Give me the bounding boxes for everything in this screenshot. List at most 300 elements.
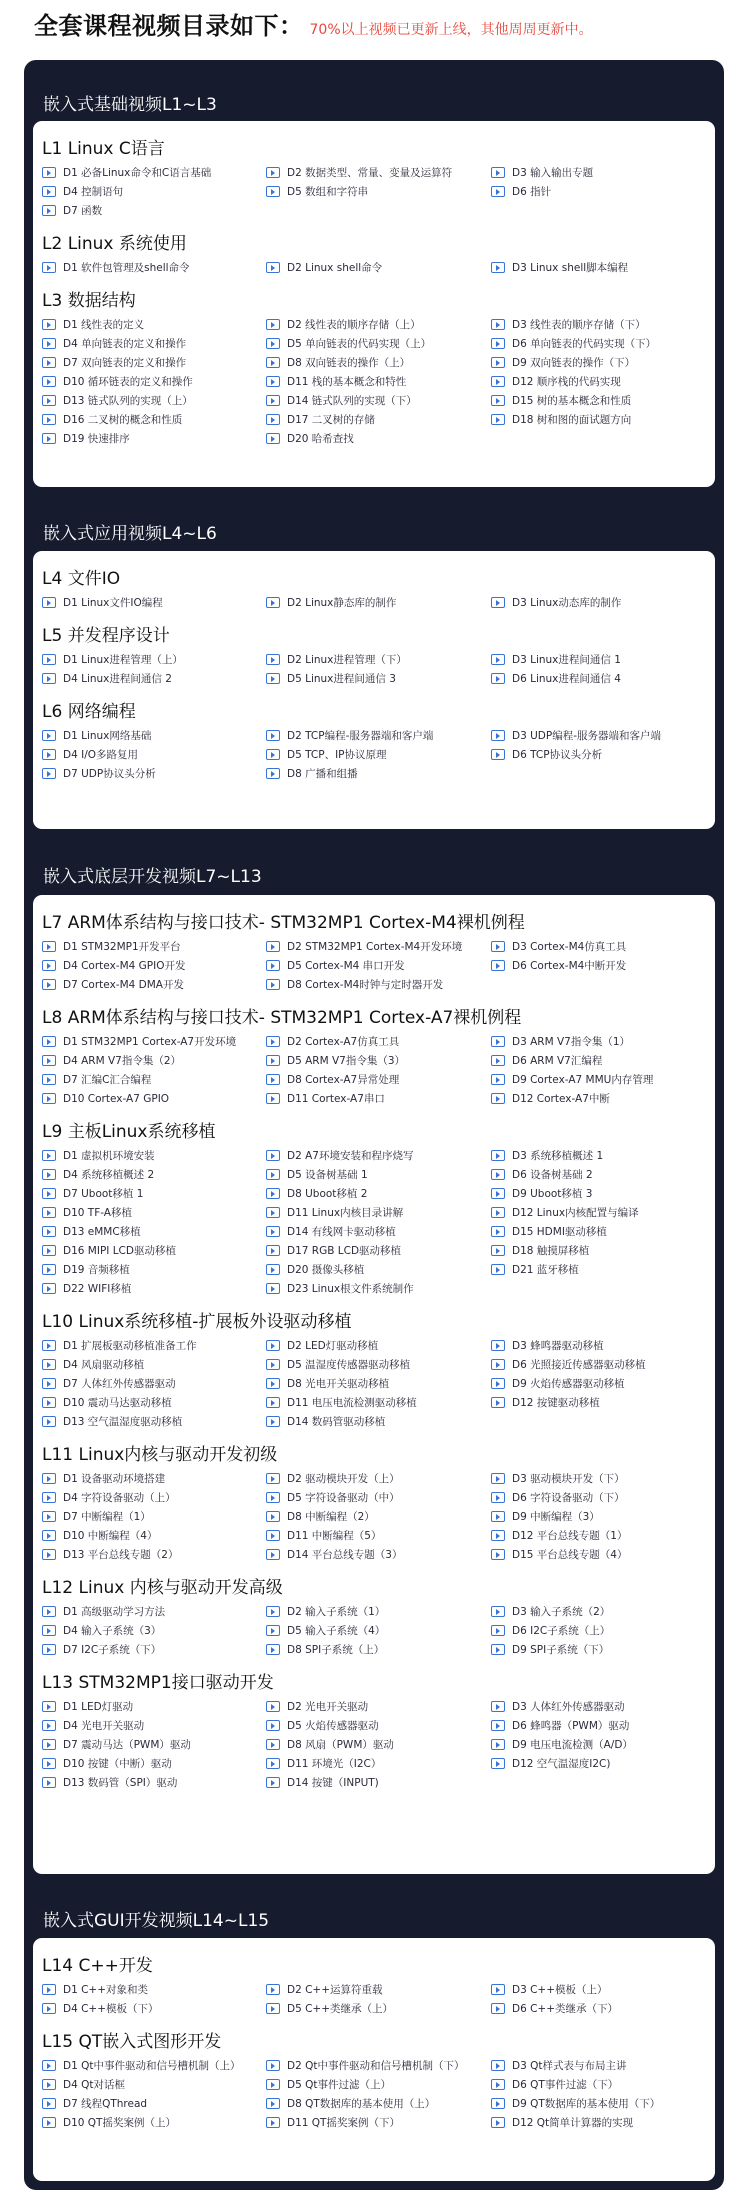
- lesson-item[interactable]: [266, 1279, 491, 1298]
- section-card-applications: [33, 551, 715, 829]
- video-play-icon: [266, 319, 280, 330]
- video-play-icon: [491, 2079, 505, 2090]
- lesson-label: D11 环境光（I2C）: [287, 1758, 382, 1770]
- course-block: [42, 1310, 705, 1431]
- lesson-item[interactable]: [42, 2075, 266, 2094]
- lesson-label: D7 震动马达（PWM）驱动: [63, 1739, 191, 1751]
- lesson-item[interactable]: [266, 315, 491, 334]
- lesson-item[interactable]: [42, 391, 266, 410]
- lesson-item[interactable]: [42, 1412, 266, 1431]
- video-play-icon: [491, 1549, 505, 1560]
- course-title: L2 Linux 系统使用: [42, 234, 187, 254]
- lesson-item[interactable]: [42, 1203, 266, 1222]
- lesson-item[interactable]: [42, 201, 266, 220]
- lesson-item[interactable]: [42, 1640, 266, 1659]
- lesson-item[interactable]: [266, 1184, 491, 1203]
- lesson-item[interactable]: [266, 182, 491, 201]
- lesson-item[interactable]: [42, 975, 266, 994]
- lesson-item[interactable]: [491, 1640, 715, 1659]
- lesson-item[interactable]: [266, 1621, 491, 1640]
- lesson-item[interactable]: [42, 1336, 266, 1355]
- video-play-icon: [42, 768, 56, 779]
- lesson-item[interactable]: [42, 334, 266, 353]
- video-play-icon: [42, 1511, 56, 1522]
- lesson-label: D10 QT摇奖案例（上）: [63, 2117, 176, 2129]
- video-play-icon: [491, 167, 505, 178]
- lesson-list: [42, 937, 705, 994]
- lesson-item[interactable]: [266, 726, 491, 745]
- video-play-icon: [42, 1150, 56, 1161]
- lesson-label: D8 风扇（PWM）驱动: [287, 1739, 394, 1751]
- course-title: L15 QT嵌入式图形开发: [42, 2032, 222, 2052]
- lesson-item[interactable]: [491, 2113, 715, 2132]
- lesson-item[interactable]: [266, 1716, 491, 1735]
- lesson-label: D4 单向链表的定义和操作: [63, 338, 187, 350]
- lesson-item[interactable]: [491, 391, 715, 410]
- lesson-label: D3 输入子系统（2）: [512, 1606, 611, 1618]
- lesson-item[interactable]: [491, 2075, 715, 2094]
- lesson-item[interactable]: [42, 372, 266, 391]
- lesson-list: [42, 258, 705, 277]
- lesson-item[interactable]: [491, 745, 715, 764]
- lesson-label: D5 输入子系统（4）: [287, 1625, 386, 1637]
- course-block: [42, 232, 705, 277]
- lesson-item[interactable]: [491, 410, 715, 429]
- lesson-item[interactable]: [266, 1735, 491, 1754]
- lesson-label: D13 数码管（SPI）驱动: [63, 1777, 178, 1789]
- video-play-icon: [491, 1530, 505, 1541]
- video-play-icon: [42, 1245, 56, 1256]
- lesson-item[interactable]: [266, 745, 491, 764]
- video-play-icon: [266, 357, 280, 368]
- lesson-label: D2 C++运算符重载: [287, 1984, 383, 1996]
- course-title: L3 数据结构: [42, 291, 136, 311]
- lesson-item[interactable]: [266, 1260, 491, 1279]
- video-play-icon: [266, 1549, 280, 1560]
- course-title: L8 ARM体系结构与接口技术- STM32MP1 Cortex-A7裸机例程: [42, 1008, 522, 1028]
- video-play-icon: [42, 1169, 56, 1180]
- lesson-item[interactable]: [491, 1260, 715, 1279]
- lesson-item[interactable]: [266, 975, 491, 994]
- lesson-item[interactable]: [42, 1697, 266, 1716]
- lesson-item[interactable]: [42, 1165, 266, 1184]
- course-title: L4 文件IO: [42, 569, 121, 589]
- lesson-item[interactable]: [491, 334, 715, 353]
- lesson-item[interactable]: [491, 726, 715, 745]
- lesson-label: D4 光电开关驱动: [63, 1720, 145, 1732]
- lesson-item[interactable]: [266, 2056, 491, 2075]
- lesson-label: D14 链式队列的实现（下）: [287, 395, 417, 407]
- lesson-label: D6 字符设备驱动（下）: [512, 1492, 625, 1504]
- lesson-item[interactable]: [266, 2094, 491, 2113]
- lesson-item[interactable]: [491, 1469, 715, 1488]
- lesson-item[interactable]: [491, 353, 715, 372]
- lesson-item[interactable]: [491, 1241, 715, 1260]
- lesson-label: D3 蜂鸣器驱动移植: [512, 1340, 604, 1352]
- lesson-item[interactable]: [42, 1241, 266, 1260]
- lesson-item[interactable]: [491, 1336, 715, 1355]
- lesson-item[interactable]: [42, 163, 266, 182]
- lesson-list: [42, 1032, 705, 1108]
- lesson-item[interactable]: [491, 1545, 715, 1564]
- video-play-icon: [42, 1093, 56, 1104]
- lesson-item[interactable]: [42, 1488, 266, 1507]
- video-play-icon: [491, 1625, 505, 1636]
- lesson-item[interactable]: [266, 593, 491, 612]
- lesson-item[interactable]: [491, 650, 715, 669]
- video-play-icon: [42, 1055, 56, 1066]
- video-play-icon: [266, 414, 280, 425]
- lesson-item[interactable]: [42, 1621, 266, 1640]
- lesson-list: [42, 1146, 705, 1298]
- lesson-item[interactable]: [491, 1526, 715, 1545]
- video-play-icon: [42, 979, 56, 990]
- course-block: [42, 2030, 705, 2132]
- lesson-item[interactable]: [42, 1716, 266, 1735]
- lesson-label: D19 快速排序: [63, 433, 130, 445]
- lesson-label: D12 平台总线专题（1）: [512, 1530, 628, 1542]
- lesson-item[interactable]: [266, 258, 491, 277]
- lesson-item[interactable]: [491, 1507, 715, 1526]
- lesson-item[interactable]: [266, 1165, 491, 1184]
- lesson-item[interactable]: [491, 1980, 715, 1999]
- video-play-icon: [266, 395, 280, 406]
- video-play-icon: [266, 1359, 280, 1370]
- lesson-label: D6 指针: [512, 186, 552, 198]
- lesson-label: D7 Uboot移植 1: [63, 1188, 144, 1200]
- lesson-item[interactable]: [42, 353, 266, 372]
- lesson-item[interactable]: [42, 2113, 266, 2132]
- lesson-item[interactable]: [266, 410, 491, 429]
- video-play-icon: [42, 1473, 56, 1484]
- lesson-item[interactable]: [42, 1393, 266, 1412]
- lesson-list: [42, 593, 705, 612]
- video-play-icon: [491, 1378, 505, 1389]
- lesson-label: D20 摄像头移植: [287, 1264, 365, 1276]
- page-title: 全套课程视频目录如下：: [34, 12, 304, 40]
- lesson-item[interactable]: [42, 315, 266, 334]
- lesson-label: D5 火焰传感器驱动: [287, 1720, 379, 1732]
- lesson-label: D12 按键驱动移植: [512, 1397, 600, 1409]
- lesson-item[interactable]: [42, 669, 266, 688]
- lesson-label: D9 双向链表的操作（下）: [512, 357, 636, 369]
- lesson-label: D2 线性表的顺序存储（上）: [287, 319, 421, 331]
- lesson-label: D9 QT数据库的基本使用（下）: [512, 2098, 661, 2110]
- lesson-item[interactable]: [42, 1507, 266, 1526]
- video-play-icon: [42, 414, 56, 425]
- lesson-item[interactable]: [491, 2056, 715, 2075]
- lesson-label: D1 设备驱动环境搭建: [63, 1473, 166, 1485]
- lesson-item[interactable]: [491, 1032, 715, 1051]
- video-play-icon: [42, 1777, 56, 1788]
- lesson-item[interactable]: [491, 1393, 715, 1412]
- lesson-item[interactable]: [491, 669, 715, 688]
- video-play-icon: [266, 730, 280, 741]
- lesson-item[interactable]: [266, 956, 491, 975]
- video-play-icon: [491, 1473, 505, 1484]
- lesson-item[interactable]: [266, 1754, 491, 1773]
- lesson-item[interactable]: [42, 1089, 266, 1108]
- lesson-item[interactable]: [491, 163, 715, 182]
- lesson-label: D15 树的基本概念和性质: [512, 395, 632, 407]
- lesson-item[interactable]: [266, 163, 491, 182]
- lesson-item[interactable]: [491, 1355, 715, 1374]
- video-play-icon: [491, 730, 505, 741]
- lesson-item[interactable]: [266, 1241, 491, 1260]
- lesson-label: D3 Linux进程间通信 1: [512, 654, 621, 666]
- video-play-icon: [42, 1416, 56, 1427]
- video-play-icon: [266, 1701, 280, 1712]
- lesson-label: D7 汇编C汇合编程: [63, 1074, 152, 1086]
- course-block: [42, 137, 705, 220]
- lesson-label: D2 Linux静态库的制作: [287, 597, 397, 609]
- lesson-label: D4 Linux进程间通信 2: [63, 673, 172, 685]
- lesson-item[interactable]: [42, 745, 266, 764]
- lesson-item[interactable]: [42, 1070, 266, 1089]
- lesson-item[interactable]: [266, 1146, 491, 1165]
- lesson-item[interactable]: [266, 1507, 491, 1526]
- lesson-item[interactable]: [42, 1374, 266, 1393]
- lesson-list: [42, 1336, 705, 1431]
- video-play-icon: [491, 357, 505, 368]
- lesson-item[interactable]: [491, 1165, 715, 1184]
- video-play-icon: [266, 1397, 280, 1408]
- lesson-item[interactable]: [42, 429, 266, 448]
- lesson-item[interactable]: [42, 1355, 266, 1374]
- video-play-icon: [266, 1416, 280, 1427]
- lesson-item[interactable]: [42, 650, 266, 669]
- lesson-item[interactable]: [266, 1526, 491, 1545]
- lesson-item[interactable]: [266, 764, 491, 783]
- lesson-item[interactable]: [266, 1697, 491, 1716]
- lesson-item[interactable]: [42, 1051, 266, 1070]
- lesson-item[interactable]: [42, 258, 266, 277]
- lesson-item[interactable]: [42, 764, 266, 783]
- lesson-item[interactable]: [266, 669, 491, 688]
- lesson-item[interactable]: [42, 726, 266, 745]
- video-play-icon: [42, 2003, 56, 2014]
- video-play-icon: [42, 1606, 56, 1617]
- lesson-label: D11 Cortex-A7串口: [287, 1093, 385, 1105]
- lesson-item[interactable]: [491, 1374, 715, 1393]
- lesson-label: D6 设备树基础 2: [512, 1169, 593, 1181]
- lesson-item[interactable]: [266, 1488, 491, 1507]
- lesson-item[interactable]: [42, 1222, 266, 1241]
- lesson-label: D8 Cortex-A7异常处理: [287, 1074, 400, 1086]
- section-card-basics: [33, 121, 715, 487]
- lesson-item[interactable]: [266, 650, 491, 669]
- lesson-item[interactable]: [491, 258, 715, 277]
- lesson-label: D18 树和图的面试题方向: [512, 414, 632, 426]
- video-play-icon: [42, 673, 56, 684]
- lesson-label: D13 平台总线专题（2）: [63, 1549, 179, 1561]
- lesson-item[interactable]: [266, 1032, 491, 1051]
- video-play-icon: [266, 1606, 280, 1617]
- video-play-icon: [266, 2060, 280, 2071]
- lesson-item[interactable]: [42, 1602, 266, 1621]
- lesson-item[interactable]: [266, 391, 491, 410]
- course-block: [42, 567, 705, 612]
- course-block: [42, 700, 705, 783]
- lesson-label: D5 单向链表的代码实现（上）: [287, 338, 432, 350]
- lesson-label: D9 火焰传感器驱动移植: [512, 1378, 625, 1390]
- lesson-label: D7 Cortex-M4 DMA开发: [63, 979, 184, 991]
- video-play-icon: [266, 1758, 280, 1769]
- lesson-label: D11 QT摇奖案例（下）: [287, 2117, 400, 2129]
- lesson-item[interactable]: [491, 1089, 715, 1108]
- lesson-item[interactable]: [491, 1051, 715, 1070]
- lesson-item[interactable]: [42, 182, 266, 201]
- lesson-item[interactable]: [266, 1051, 491, 1070]
- lesson-item[interactable]: [266, 1999, 491, 2018]
- lesson-label: D4 风扇驱动移植: [63, 1359, 145, 1371]
- lesson-label: D5 C++类继承（上）: [287, 2003, 394, 2015]
- video-play-icon: [42, 2117, 56, 2128]
- lesson-item[interactable]: [42, 1184, 266, 1203]
- lesson-item[interactable]: [42, 1146, 266, 1165]
- lesson-item[interactable]: [491, 1222, 715, 1241]
- lesson-item[interactable]: [266, 429, 491, 448]
- video-play-icon: [491, 1074, 505, 1085]
- lesson-label: D8 Cortex-M4时钟与定时器开发: [287, 979, 444, 991]
- lesson-item[interactable]: [266, 2075, 491, 2094]
- video-play-icon: [42, 2060, 56, 2071]
- lesson-label: D1 C++对象和类: [63, 1984, 149, 1996]
- video-play-icon: [491, 186, 505, 197]
- lesson-item[interactable]: [266, 1640, 491, 1659]
- lesson-item[interactable]: [42, 1773, 266, 1792]
- lesson-item[interactable]: [42, 2094, 266, 2113]
- lesson-item[interactable]: [491, 1146, 715, 1165]
- lesson-item[interactable]: [266, 1203, 491, 1222]
- video-play-icon: [491, 1207, 505, 1218]
- lesson-item[interactable]: [491, 1621, 715, 1640]
- video-play-icon: [42, 1720, 56, 1731]
- lesson-item[interactable]: [491, 1697, 715, 1716]
- lesson-label: D13 eMMC移植: [63, 1226, 141, 1238]
- lesson-item[interactable]: [42, 1279, 266, 1298]
- video-play-icon: [266, 2098, 280, 2109]
- lesson-item[interactable]: [491, 1754, 715, 1773]
- lesson-item[interactable]: [266, 1469, 491, 1488]
- lesson-item[interactable]: [42, 1260, 266, 1279]
- video-play-icon: [266, 433, 280, 444]
- course-title: L10 Linux系统移植-扩展板外设驱动移植: [42, 1312, 352, 1332]
- lesson-item[interactable]: [491, 1488, 715, 1507]
- lesson-item[interactable]: [266, 2113, 491, 2132]
- lesson-item[interactable]: [266, 372, 491, 391]
- lesson-label: D4 控制语句: [63, 186, 124, 198]
- lesson-item[interactable]: [42, 1526, 266, 1545]
- video-play-icon: [491, 1036, 505, 1047]
- lesson-item[interactable]: [491, 372, 715, 391]
- lesson-label: D2 STM32MP1 Cortex-M4开发环境: [287, 941, 463, 953]
- lesson-item[interactable]: [491, 1602, 715, 1621]
- lesson-item[interactable]: [42, 1735, 266, 1754]
- lesson-item[interactable]: [266, 1602, 491, 1621]
- lesson-item[interactable]: [266, 353, 491, 372]
- lesson-item[interactable]: [42, 1545, 266, 1564]
- lesson-item[interactable]: [42, 1999, 266, 2018]
- video-play-icon: [42, 395, 56, 406]
- lesson-label: D23 Linux根文件系统制作: [287, 1283, 414, 1295]
- lesson-item[interactable]: [42, 2056, 266, 2075]
- video-play-icon: [266, 1625, 280, 1636]
- lesson-item[interactable]: [491, 956, 715, 975]
- lesson-item[interactable]: [491, 1716, 715, 1735]
- lesson-item[interactable]: [266, 1222, 491, 1241]
- video-play-icon: [266, 1169, 280, 1180]
- lesson-item[interactable]: [491, 1070, 715, 1089]
- lesson-item[interactable]: [266, 1336, 491, 1355]
- lesson-item[interactable]: [491, 1203, 715, 1222]
- lesson-list: [42, 650, 705, 688]
- video-play-icon: [266, 186, 280, 197]
- video-play-icon: [266, 1055, 280, 1066]
- lesson-item[interactable]: [266, 1773, 491, 1792]
- lesson-label: D6 蜂鸣器（PWM）驱动: [512, 1720, 630, 1732]
- video-play-icon: [42, 376, 56, 387]
- lesson-item[interactable]: [266, 334, 491, 353]
- lesson-item[interactable]: [491, 593, 715, 612]
- video-play-icon: [491, 1701, 505, 1712]
- lesson-item[interactable]: [42, 956, 266, 975]
- lesson-label: D12 Cortex-A7中断: [512, 1093, 610, 1105]
- course-block: [42, 289, 705, 448]
- lesson-item[interactable]: [42, 1980, 266, 1999]
- video-play-icon: [266, 338, 280, 349]
- lesson-label: D8 QT数据库的基本使用（上）: [287, 2098, 436, 2110]
- lesson-item[interactable]: [42, 937, 266, 956]
- lesson-label: D11 Linux内核目录讲解: [287, 1207, 404, 1219]
- lesson-item[interactable]: [491, 1184, 715, 1203]
- section-title-basics: 嵌入式基础视频L1~L3: [43, 95, 217, 115]
- course-block: [42, 1576, 705, 1659]
- lesson-item[interactable]: [266, 1412, 491, 1431]
- lesson-label: D16 二叉树的概念和性质: [63, 414, 183, 426]
- video-play-icon: [491, 414, 505, 425]
- lesson-item[interactable]: [42, 1469, 266, 1488]
- lesson-label: D2 LED灯驱动移植: [287, 1340, 379, 1352]
- lesson-item[interactable]: [266, 937, 491, 956]
- course-block: [42, 1006, 705, 1108]
- lesson-item[interactable]: [266, 1980, 491, 1999]
- lesson-label: D1 Linux文件IO编程: [63, 597, 163, 609]
- lesson-item[interactable]: [266, 1374, 491, 1393]
- lesson-item[interactable]: [266, 1070, 491, 1089]
- lesson-item[interactable]: [266, 1393, 491, 1412]
- lesson-label: D8 广播和组播: [287, 768, 358, 780]
- lesson-item[interactable]: [266, 1545, 491, 1564]
- lesson-item[interactable]: [491, 1735, 715, 1754]
- lesson-item[interactable]: [491, 315, 715, 334]
- lesson-label: D10 中断编程（4）: [63, 1530, 158, 1542]
- lesson-item[interactable]: [42, 593, 266, 612]
- lesson-item[interactable]: [42, 1032, 266, 1051]
- lesson-item[interactable]: [266, 1089, 491, 1108]
- lesson-item[interactable]: [266, 1355, 491, 1374]
- lesson-label: D6 I2C子系统（上）: [512, 1625, 611, 1637]
- lesson-item[interactable]: [491, 937, 715, 956]
- lesson-item[interactable]: [42, 1754, 266, 1773]
- video-play-icon: [42, 941, 56, 952]
- lesson-item[interactable]: [491, 1999, 715, 2018]
- lesson-item[interactable]: [42, 410, 266, 429]
- lesson-label: D11 中断编程（5）: [287, 1530, 382, 1542]
- lesson-item[interactable]: [491, 2094, 715, 2113]
- lesson-item[interactable]: [491, 182, 715, 201]
- lesson-label: D5 TCP、IP协议原理: [287, 749, 387, 761]
